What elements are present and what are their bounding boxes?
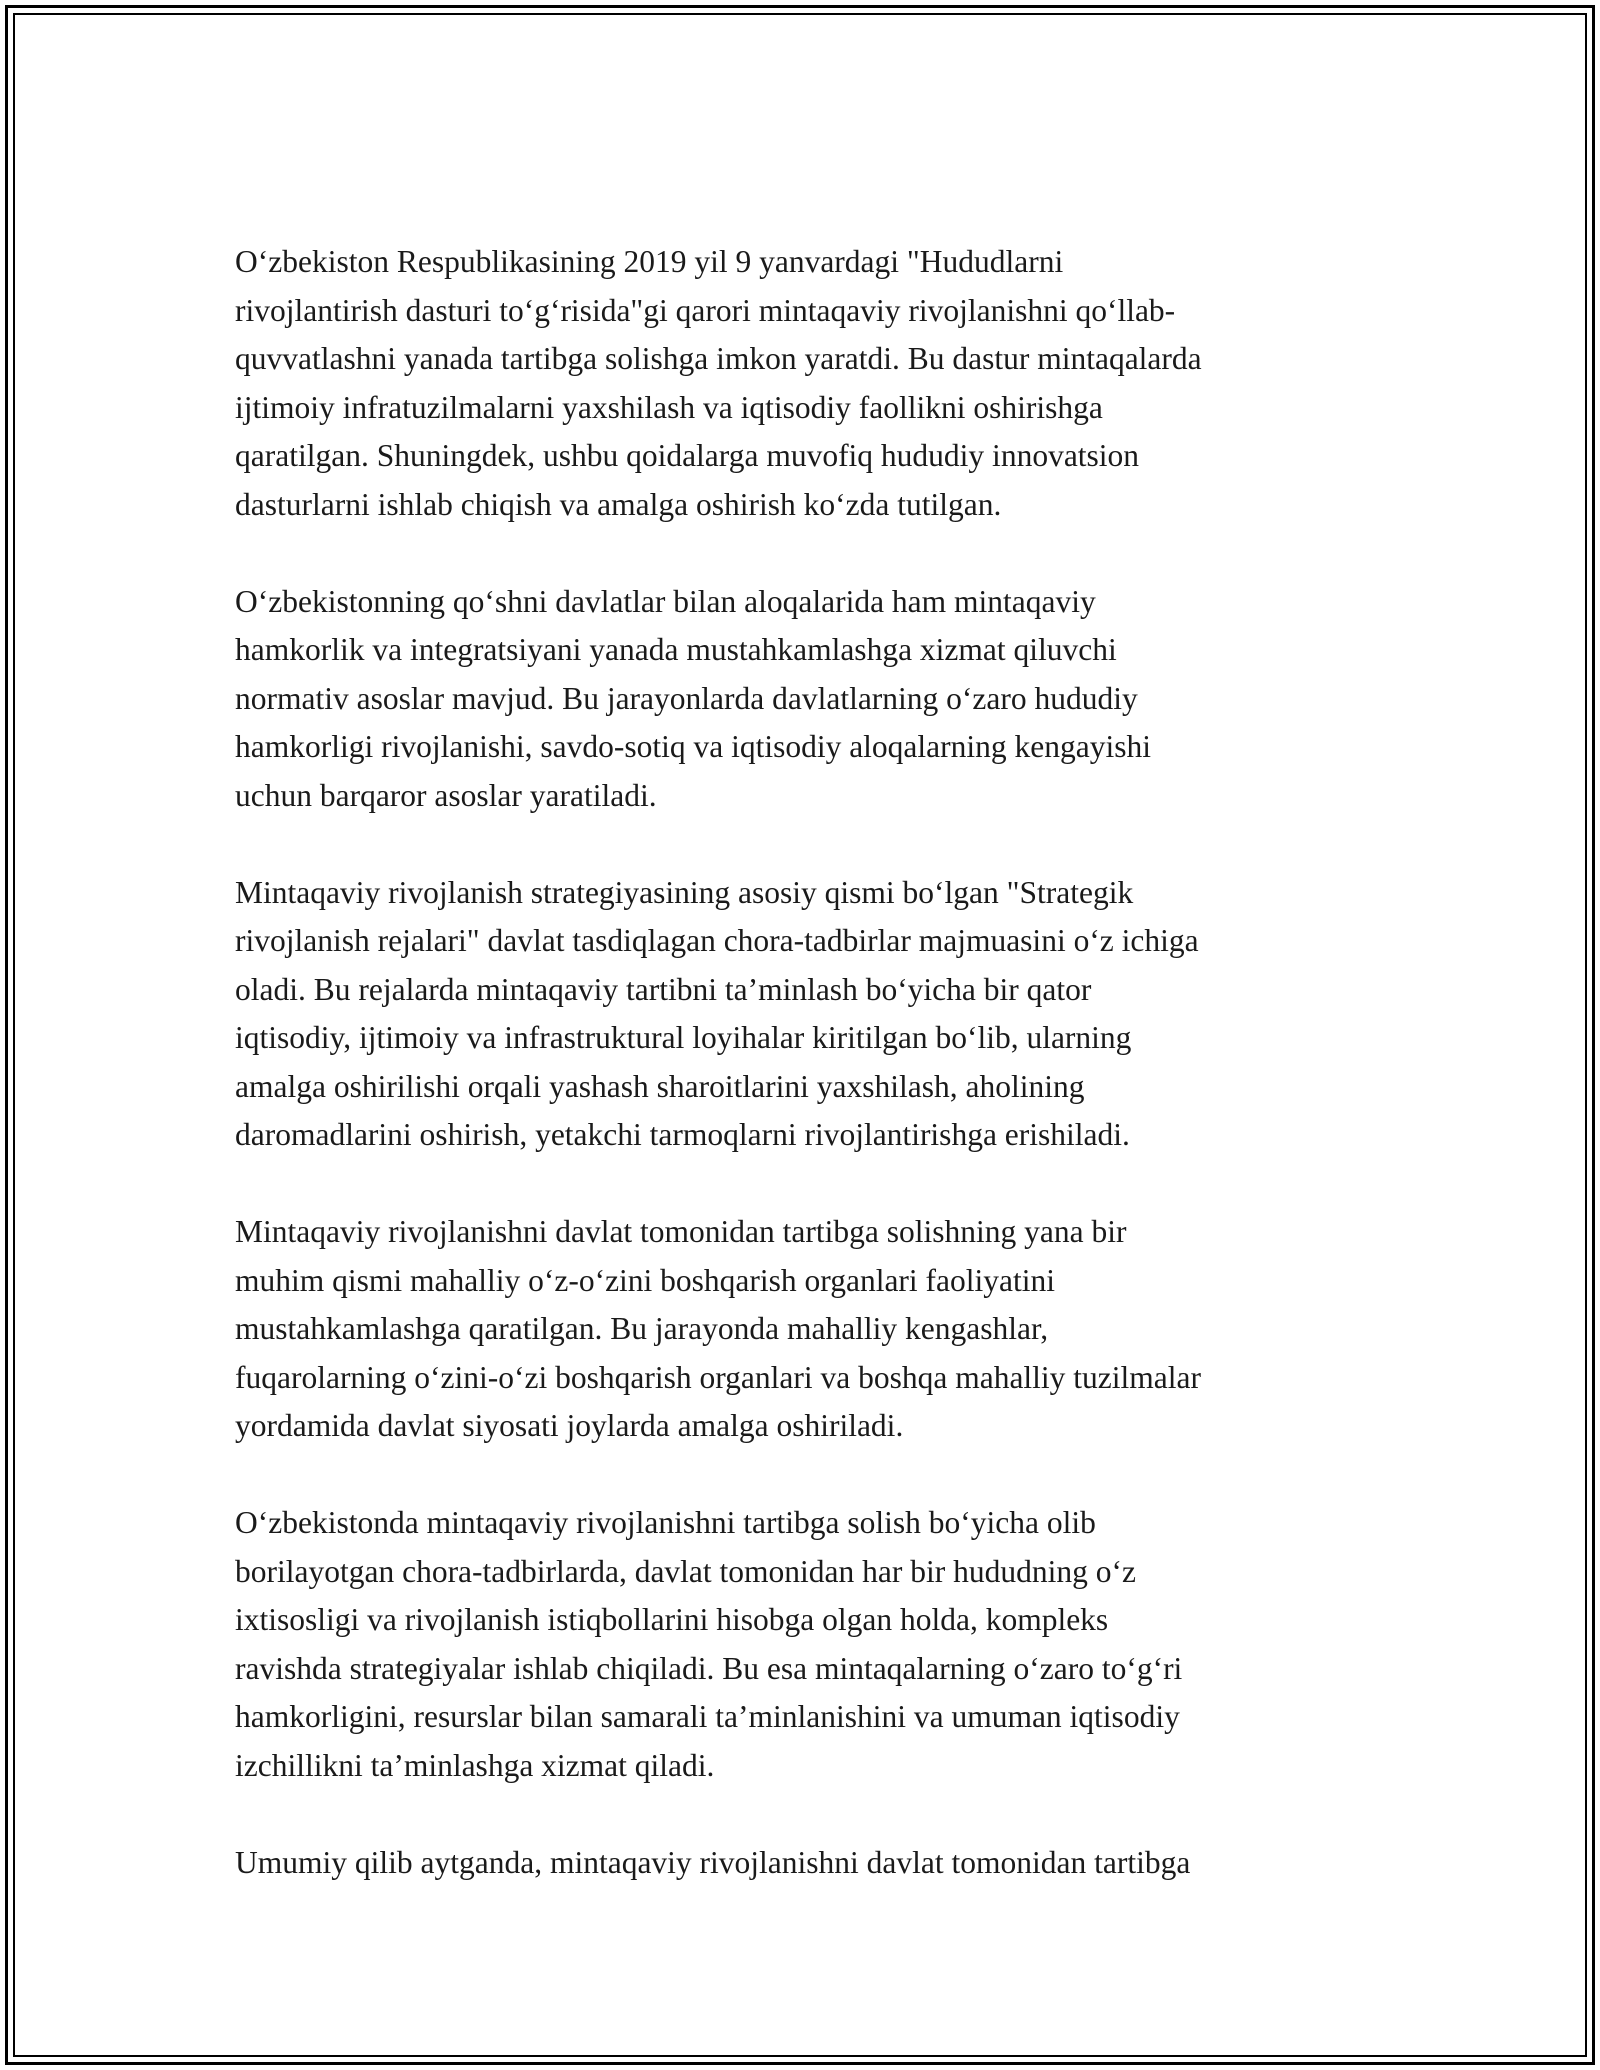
text-line: ravishda strategiyalar ishlab chiqiladi. Bu esa mintaqalarning oʻzaro toʻgʻri	[235, 1650, 1183, 1686]
text-line: uchun barqaror asoslar yaratiladi.	[235, 777, 657, 813]
text-line: amalga oshirilishi orqali yashash sharoitlarini yaxshilash, aholining	[235, 1068, 1085, 1104]
text-line: Oʻzbekistonda mintaqaviy rivojlanishni tartibga solish boʻyicha olib	[235, 1505, 1096, 1540]
text-line: hamkorlik va integratsiyani yanada mustahkamlashga xizmat qiluvchi	[235, 632, 1117, 667]
text-line: Mintaqaviy rivojlanish strategiyasining asosiy qismi boʻlgan "Strategik	[235, 874, 1134, 910]
text-line: hamkorligini, resurslar bilan samarali taʼminlanishini va umuman iqtisodiy	[235, 1699, 1180, 1734]
text-line: Oʻzbekistonning qoʻshni davlatlar bilan aloqalarida ham mintaqaviy	[235, 583, 1096, 619]
text-line: ijtimoiy infratuzilmalarni yaxshilash va iqtisodiy faollikni oshirishga	[235, 389, 1103, 425]
text-line: rivojlanish rejalari" davlat tasdiqlagan chora-tadbirlar majmuasini oʻz ichiga	[235, 923, 1199, 958]
text-line: borilayotgan chora-tadbirlarda, davlat tomonidan har bir hududning oʻz	[235, 1553, 1136, 1589]
paragraph-4	[235, 1208, 1375, 1451]
paragraph-2	[235, 578, 1375, 821]
paragraph-5	[235, 1499, 1375, 1790]
text-line: yordamida davlat siyosati joylarda amalga oshiriladi.	[235, 1408, 904, 1443]
text-line: daromadlarini oshirish, yetakchi tarmoqlarni rivojlantirishga erishiladi.	[235, 1117, 1130, 1152]
text-line: izchillikni taʼminlashga xizmat qiladi.	[235, 1747, 715, 1783]
text-line: Oʻzbekiston Respublikasining 2019 yil 9 yanvardagi "Hududlarni	[235, 244, 1064, 279]
text-line: qaratilgan. Shuningdek, ushbu qoidalarga muvofiq hududiy innovatsion	[235, 438, 1140, 473]
paragraph-1	[235, 238, 1375, 529]
text-line: dasturlarni ishlab chiqish va amalga oshirish koʻzda tutilgan.	[235, 486, 1002, 522]
text-line: muhim qismi mahalliy oʻz-oʻzini boshqarish organlari faoliyatini	[235, 1262, 1055, 1298]
document-body	[235, 238, 1375, 1936]
paragraph-6	[235, 1839, 1375, 1888]
text-line: iqtisodiy, ijtimoiy va infrastruktural loyihalar kiritilgan boʻlib, ularning	[235, 1020, 1132, 1055]
text-line: hamkorligi rivojlanishi, savdo-sotiq va iqtisodiy aloqalarning kengayishi	[235, 729, 1151, 764]
text-line: ixtisosligi va rivojlanish istiqbollarini hisobga olgan holda, kompleks	[235, 1602, 1109, 1637]
text-line: oladi. Bu rejalarda mintaqaviy tartibni taʼminlash boʻyicha bir qator	[235, 971, 1092, 1007]
text-line: mustahkamlashga qaratilgan. Bu jarayonda mahalliy kengashlar,	[235, 1311, 1049, 1346]
text-line: rivojlantirish dasturi toʻgʻrisida"gi qarori mintaqaviy rivojlanishni qoʻllab-	[235, 292, 1176, 328]
text-line: Mintaqaviy rivojlanishni davlat tomonidan tartibga solishning yana bir	[235, 1214, 1127, 1249]
text-line: quvvatlashni yanada tartibga solishga imkon yaratdi. Bu dastur mintaqalarda	[235, 341, 1202, 376]
paragraph-3	[235, 869, 1375, 1160]
text-line: normativ asoslar mavjud. Bu jarayonlarda davlatlarning oʻzaro hududiy	[235, 680, 1138, 716]
text-line: fuqarolarning oʻzini-oʻzi boshqarish organlari va boshqa mahalliy tuzilmalar	[235, 1359, 1201, 1395]
text-line: Umumiy qilib aytganda, mintaqaviy rivojlanishni davlat tomonidan tartibga	[235, 1844, 1191, 1880]
